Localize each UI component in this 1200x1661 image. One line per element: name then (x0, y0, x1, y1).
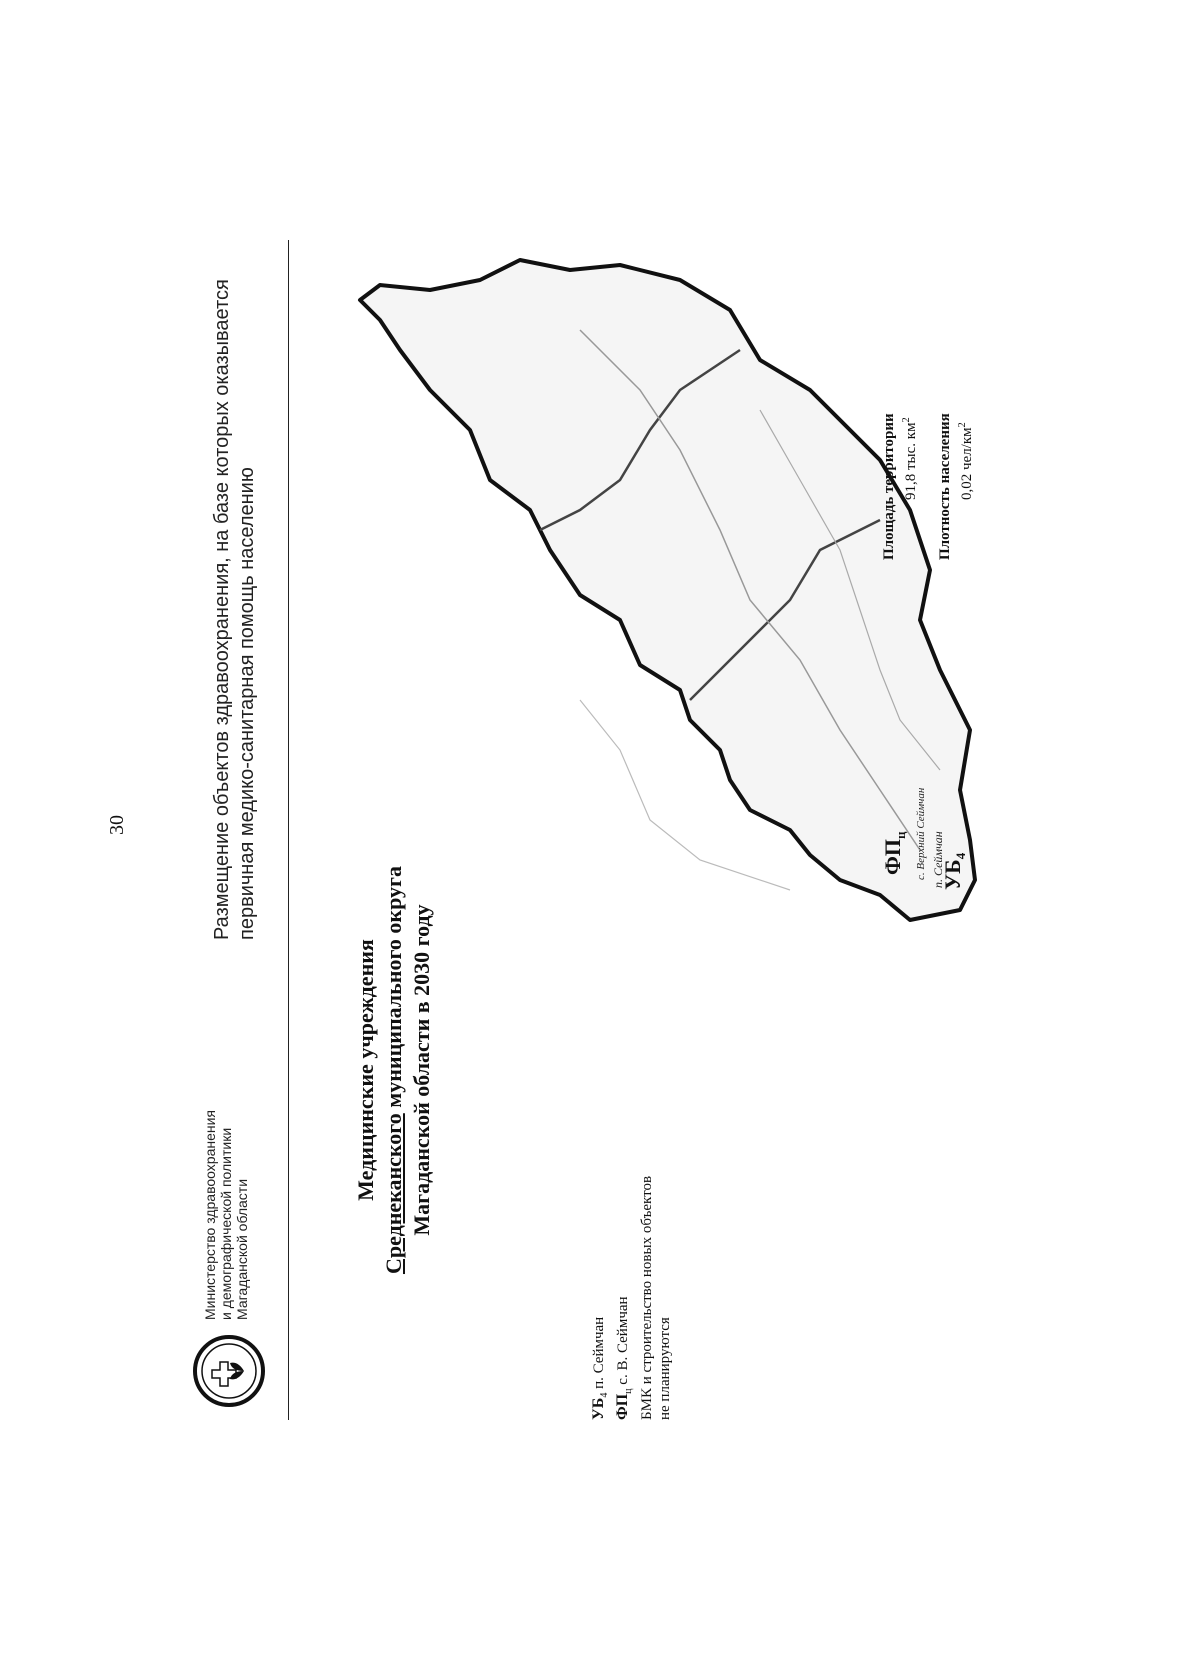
map-marker-fp-place: с. Верхний Сеймчан (915, 787, 927, 880)
density-value: 0,02 чел/$км^2$ (957, 422, 975, 500)
density-label: Плотность населения (937, 413, 953, 560)
ministry-name-line-1: Министерство здравоохранения (202, 1110, 218, 1320)
legend-fp-sub: ц (623, 1388, 634, 1394)
area-value: 91,8 тыс. $км^2$ (901, 417, 919, 500)
legend-note-line-1: БМК и строительство новых объектов (639, 1175, 655, 1420)
legend-ub-place: п. Сеймчан (591, 1316, 607, 1393)
legend-fp-code: ФП (614, 1393, 631, 1420)
legend-item-fp (614, 1120, 638, 1420)
legend-ub-sub: 4 (599, 1392, 610, 1398)
slide-title-line-3: Магаданской области в 2030 году (409, 904, 434, 1236)
legend (590, 1120, 674, 1420)
legend-item-ub (590, 1120, 614, 1420)
legend-ub-code: УБ (590, 1397, 607, 1420)
header-divider (288, 240, 289, 1420)
ministry-name-line-2: и демографической политики (218, 1127, 234, 1320)
map-marker-ub-place: п. Сеймчан (931, 831, 945, 888)
legend-note-line-2: не планируются (657, 1317, 673, 1420)
district-name: Среднеканского (381, 1113, 406, 1275)
ministry-name-line-3: Магаданской области (234, 1178, 250, 1320)
area-label: Площадь территории (881, 413, 897, 560)
slide-title-line-2-rest: муниципального округа (381, 865, 406, 1114)
legend-fp-place: с. В. Сеймчан (615, 1296, 631, 1389)
map-marker-ub: $УБ_4$ (940, 852, 968, 890)
ministry-name (202, 1060, 250, 1320)
map-marker-fp: $ФП_ц$ (880, 831, 908, 875)
header-title-line-2: первичная медико-санитарная помощь населению (236, 467, 258, 940)
slide (180, 240, 1010, 1420)
header-title (210, 240, 260, 940)
page-number: 30 (106, 815, 128, 835)
district-stats (880, 300, 992, 560)
ministry-logo (192, 1334, 266, 1408)
slide-title-line-1: Медицинские учреждения (353, 939, 378, 1201)
header-title-line-1: Размещение объектов здравоохранения, на базе которых оказывается (211, 279, 233, 940)
